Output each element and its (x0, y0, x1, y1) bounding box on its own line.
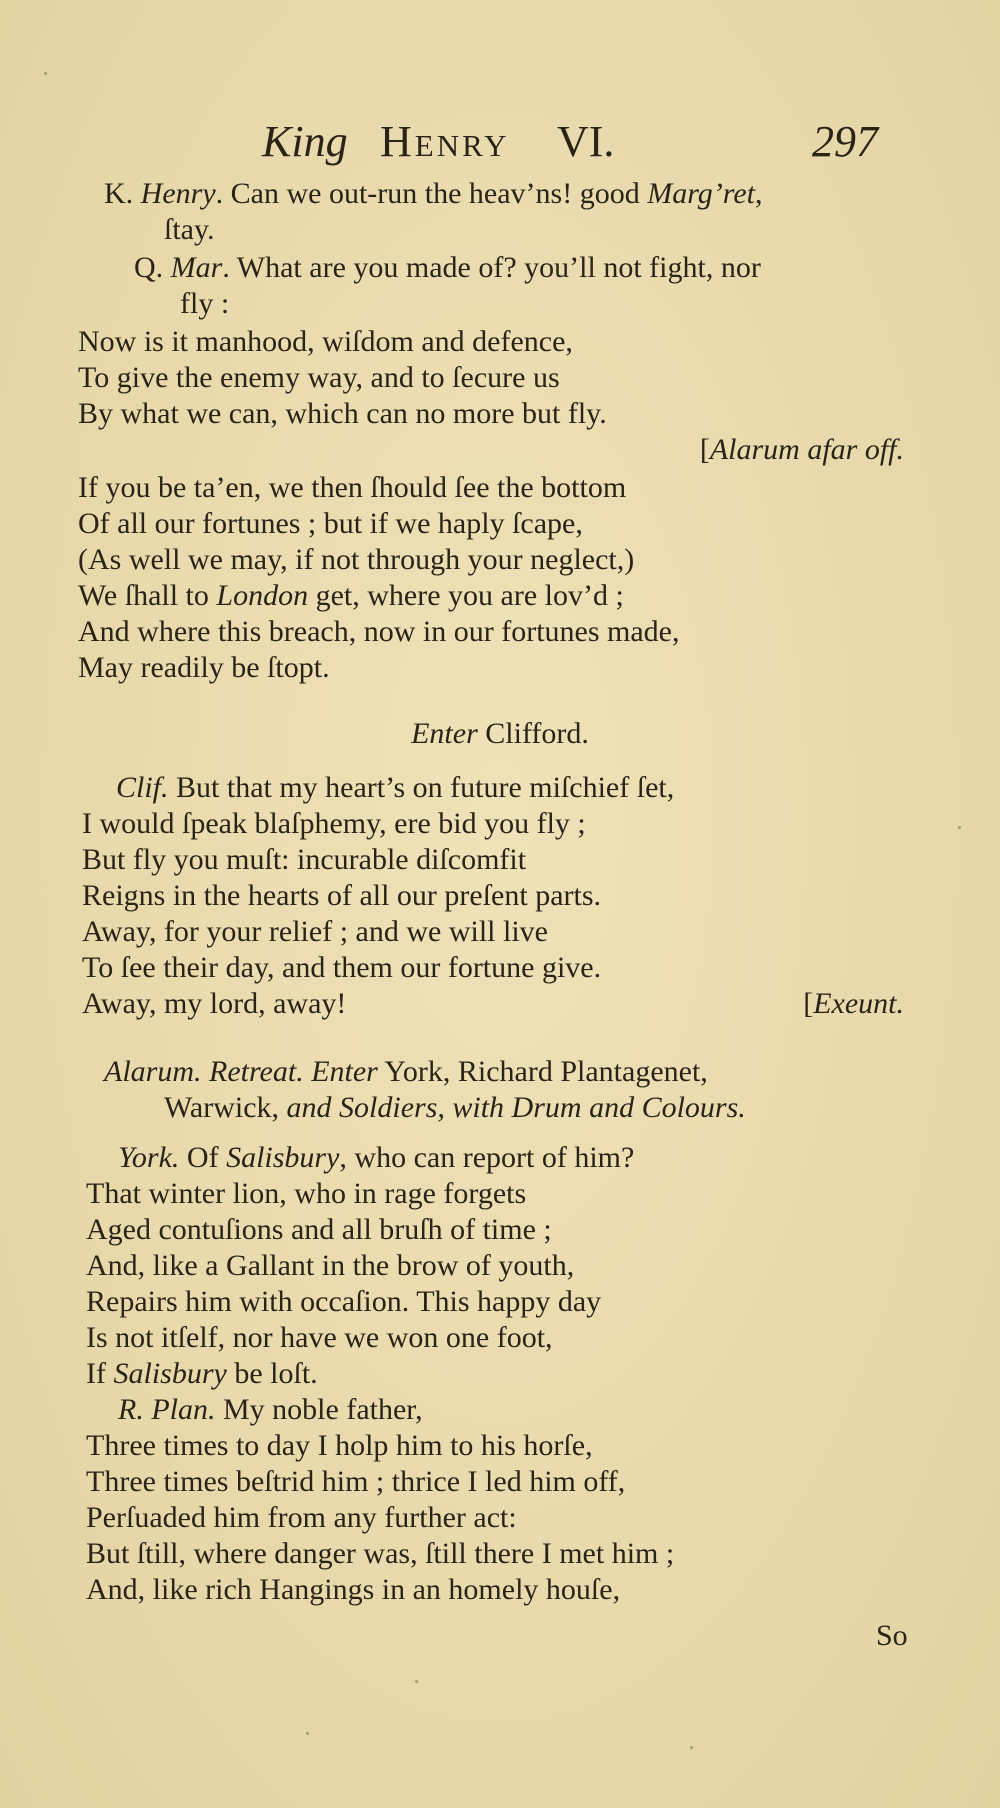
italic-text: Salisbury (113, 1357, 227, 1390)
paper-speck (415, 1680, 418, 1683)
verse-line (86, 1572, 620, 1608)
running-title-king: King (262, 117, 348, 166)
paper-speck (690, 1746, 693, 1749)
verse-line (82, 878, 601, 914)
roman-text: Three times beſtrid him ; thrice I led him off, (86, 1465, 626, 1498)
roman-text: . What are you made of? you’ll not fight, nor (222, 251, 761, 284)
stage-direction (104, 1054, 708, 1090)
roman-text: Three times to day I holp him to his horſe, (86, 1429, 593, 1462)
roman-text: , (754, 177, 763, 210)
stage-direction-exeunt (803, 986, 904, 1022)
italic-text: Salisbury (226, 1141, 340, 1174)
italic-text: Henry (140, 177, 216, 210)
verse-line (86, 1536, 674, 1572)
continuation-line (180, 286, 229, 322)
roman-text: Clifford. (477, 717, 589, 750)
italic-text: Clif. (116, 771, 169, 804)
roman-text: York, Richard Plantagenet, (377, 1055, 708, 1088)
verse-line (86, 1212, 552, 1248)
verse-line (78, 650, 330, 686)
verse-line (78, 542, 634, 578)
roman-text: That winter lion, who in rage forgets (86, 1177, 527, 1210)
verse-line (82, 842, 526, 878)
speaker-line (118, 1140, 634, 1176)
speaker-line (134, 250, 761, 286)
italic-text: Mar (170, 251, 223, 284)
italic-text: Exeunt. (813, 987, 904, 1020)
verse-line (78, 578, 624, 614)
roman-text: (As well we may, if not through your neglect,) (78, 543, 635, 576)
continuation-line (164, 212, 215, 248)
roman-text: get, where you are lov’d ; (308, 579, 624, 612)
roman-text: [ (803, 987, 814, 1020)
speaker-line (118, 1392, 423, 1428)
verse-line (78, 360, 560, 396)
speaker-line (104, 176, 762, 212)
verse-line (86, 1428, 593, 1464)
roman-text: Is not itſelf, nor have we won one foot, (86, 1321, 553, 1354)
verse-line (78, 614, 680, 650)
roman-text: May readily be ſtopt. (78, 651, 330, 684)
verse-line (78, 324, 573, 360)
roman-text: . Can we out-run the heav’ns! good (215, 177, 648, 210)
verse-line (86, 1176, 526, 1212)
verse-line (86, 1284, 601, 1320)
roman-text: Q. (134, 251, 171, 284)
stage-direction-enter (0, 716, 1000, 752)
paper-speck (958, 826, 961, 829)
roman-text: , who can report of him? (339, 1141, 635, 1174)
roman-text: And, like a Gallant in the brow of youth, (86, 1249, 575, 1282)
catchword: So (876, 1619, 908, 1652)
stage-direction (164, 1090, 746, 1126)
roman-text: Warwick, (164, 1091, 287, 1124)
roman-text: But ſtill, where danger was, ſtill there I met him ; (86, 1537, 675, 1570)
italic-text: Enter (411, 717, 478, 750)
verse-line (86, 1356, 318, 1392)
roman-text: I would ſpeak blaſphemy, ere bid you fly ; (82, 807, 586, 840)
verse-line (86, 1500, 517, 1536)
verse-line (82, 914, 548, 950)
roman-text: Of (179, 1141, 227, 1174)
page-number: 297 (812, 117, 878, 166)
roman-text: ſtay. (164, 213, 215, 246)
running-title-numeral: VI. (557, 117, 615, 166)
verse-line (82, 950, 601, 986)
italic-text: R. Plan. (118, 1393, 216, 1426)
roman-text: Of all our fortunes ; but if we haply ſcape, (78, 507, 583, 540)
roman-text: Repairs him with occaſion. This happy day (86, 1285, 602, 1318)
stage-direction (700, 432, 904, 468)
roman-text: fly : (180, 287, 230, 320)
verse-line (78, 506, 583, 542)
running-title-henry: Henry (380, 117, 510, 166)
roman-text: My noble father, (215, 1393, 423, 1426)
verse-line (82, 806, 586, 842)
italic-text: London (216, 579, 309, 612)
italic-text: York. (118, 1141, 180, 1174)
roman-text: And, like rich Hangings in an homely houſe, (86, 1573, 621, 1606)
roman-text: But fly you muſt: incurable diſcomfit (82, 843, 527, 876)
italic-text: and Soldiers, with Drum and Colours. (286, 1091, 746, 1124)
italic-text: Marg’ret (647, 177, 755, 210)
speaker-line (116, 770, 674, 806)
roman-text: To give the enemy way, and to ſecure us (78, 361, 560, 394)
roman-text: Now is it manhood, wiſdom and defence, (78, 325, 573, 358)
roman-text: [ (699, 433, 710, 466)
roman-text: But that my heart’s on future miſchief ſet, (168, 771, 675, 804)
paper-speck (306, 1732, 309, 1735)
roman-text: Reigns in the hearts of all our preſent parts. (82, 879, 602, 912)
verse-line (86, 1248, 574, 1284)
roman-text: If (86, 1357, 114, 1390)
roman-text: If you be ta’en, we then ſhould ſee the bottom (78, 471, 627, 504)
verse-line (82, 986, 346, 1022)
verse-line (78, 396, 607, 432)
roman-text: Away, for your relief ; and we will live (82, 915, 548, 948)
roman-text: Away, my lord, away! (82, 987, 347, 1020)
roman-text: Aged contuſions and all bruſh of time ; (86, 1213, 552, 1246)
roman-text: By what we can, which can no more but fly. (78, 397, 607, 430)
paper-speck (44, 72, 47, 75)
roman-text: K. (104, 177, 141, 210)
roman-text: be loſt. (226, 1357, 318, 1390)
roman-text: And where this breach, now in our fortunes made, (78, 615, 680, 648)
italic-text: Alarum. Retreat. Enter (104, 1055, 378, 1088)
roman-text: We ſhall to (78, 579, 217, 612)
verse-line (86, 1320, 553, 1356)
verse-line (78, 470, 626, 506)
roman-text: Perſuaded him from any further act: (86, 1501, 517, 1534)
italic-text: Alarum afar off. (709, 433, 904, 466)
roman-text: To ſee their day, and them our fortune give. (82, 951, 602, 984)
verse-line (86, 1464, 625, 1500)
